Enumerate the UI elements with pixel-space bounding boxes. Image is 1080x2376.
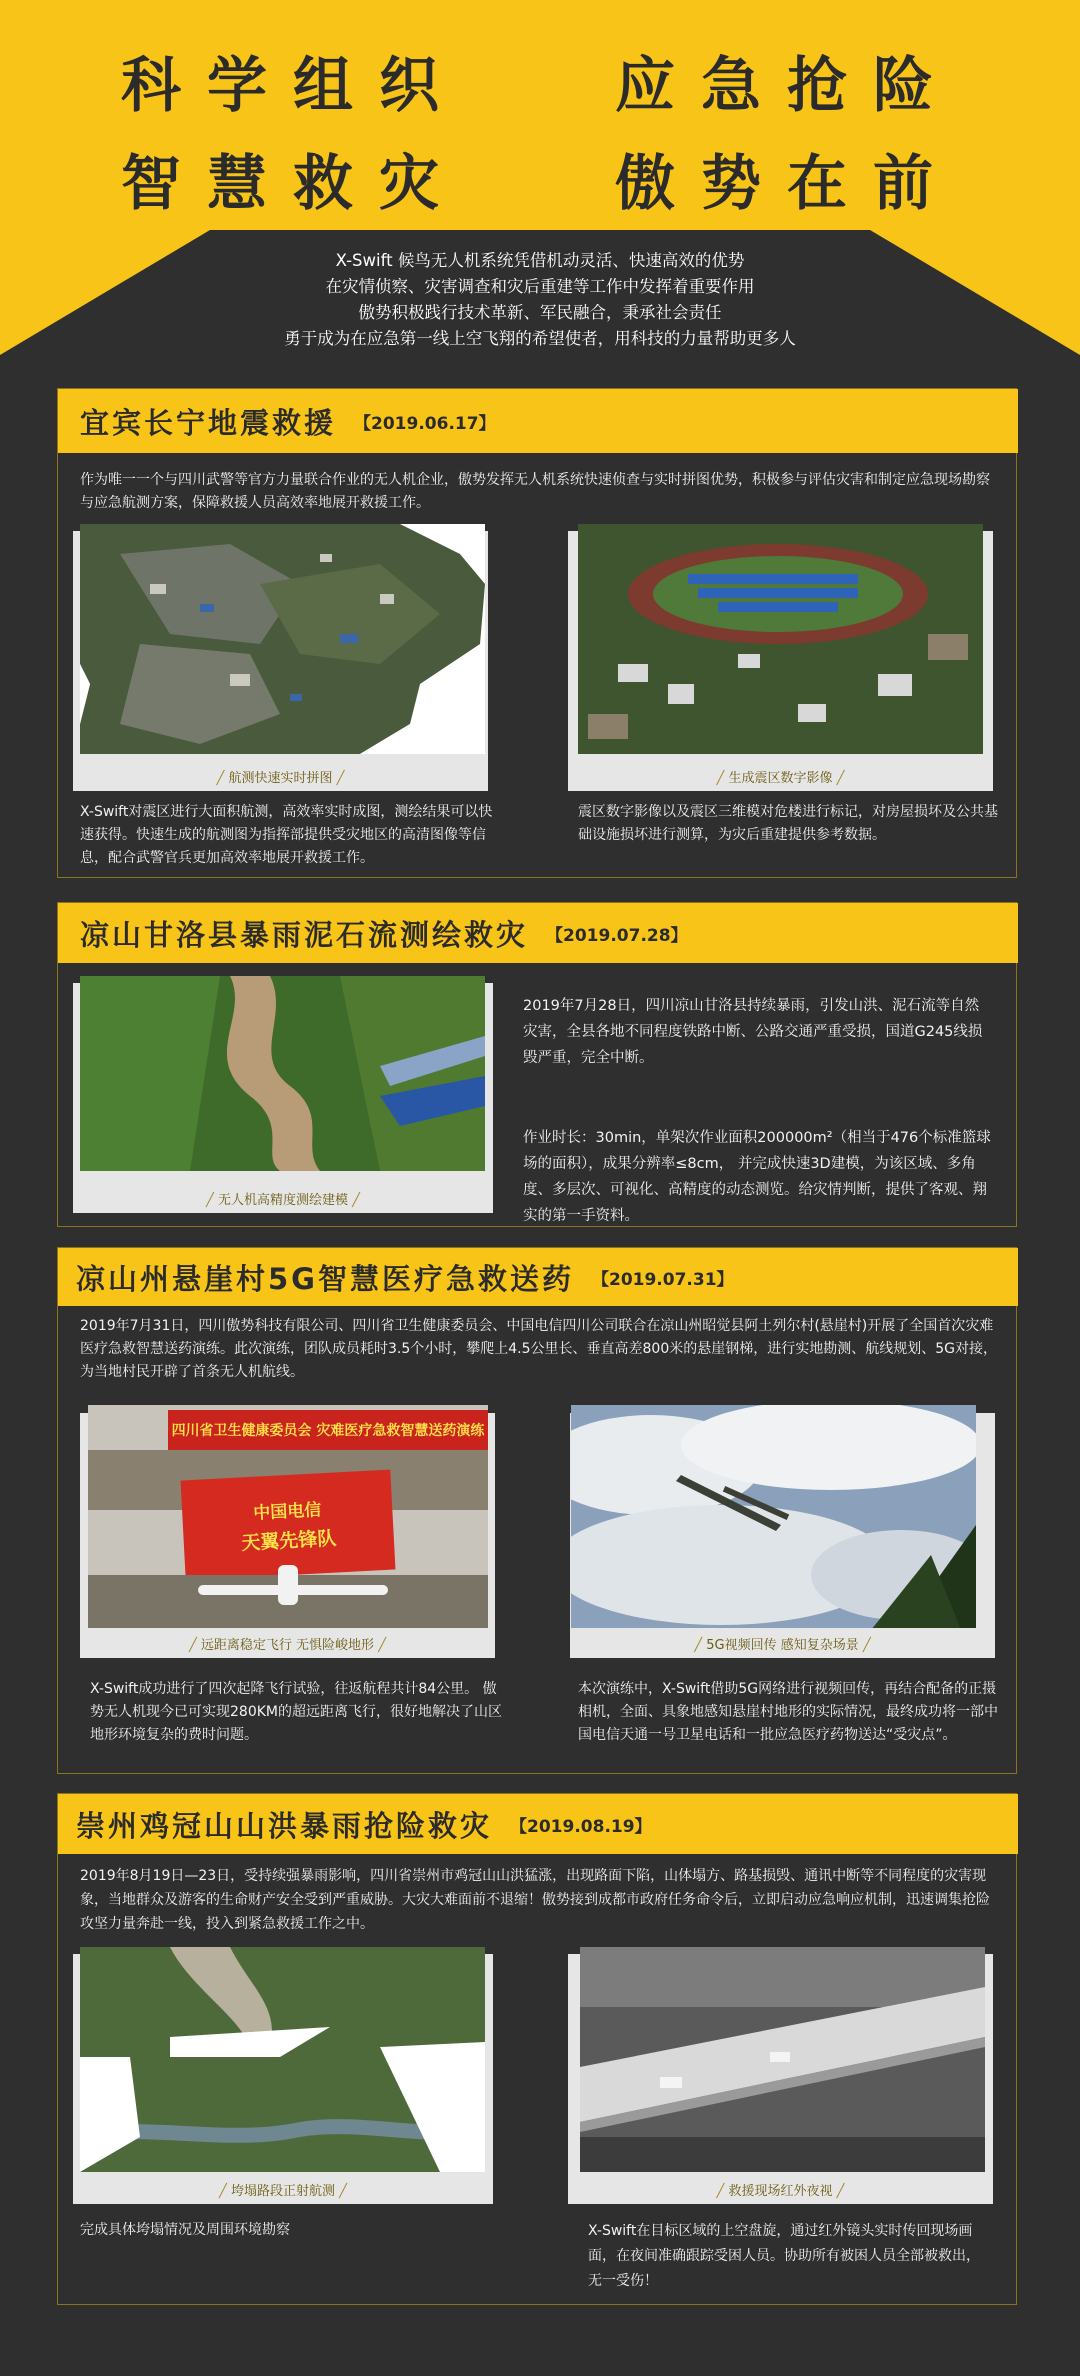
section-text: 2019年7月31日，四川傲势科技有限公司、四川省卫生健康委员会、中国电信四川公司联合在凉山州昭觉县阿土列尔村(悬崖村)开展了全国首次灾难医疗急救智慧送药演练。此次演练，团队成员耗时3.5个小时，攀爬上4.5公里长、垂直高差800米的悬崖钢梯，进行实地勘测、航线规划、5G对接，为当地村民开辟了首条无人机航线。 bbox=[80, 1318, 998, 1380]
team-flag bbox=[181, 1470, 396, 1581]
section-ganluo bbox=[57, 902, 1017, 1227]
photo-caption bbox=[568, 761, 993, 791]
section-title: 宜宾长宁地震救援 bbox=[80, 405, 337, 440]
photo-caption bbox=[73, 2174, 493, 2204]
section-header bbox=[58, 389, 1018, 453]
aerial-mosaic-photo bbox=[80, 524, 485, 754]
photo-description: 完成具体垮塌情况及周围环境勘察 bbox=[80, 2222, 290, 2238]
section-header bbox=[58, 1248, 1018, 1306]
team-photo bbox=[88, 1405, 488, 1630]
section-text: 作业时长：30min，单架次作业面积200000m²（相当于476个标准篮球场的面积），成果分辨率≤8cm， 并完成快速3D建模，为该区域、多角度、多层次、可视化、高精度的动态测览。给灾情判断，提供了客观、翔实的第一手资料。 bbox=[523, 1130, 991, 1224]
intro-line: 傲势积极践行技术革新、军民融合，秉承社会责任 bbox=[358, 303, 722, 322]
hero-title-4: 傲势在前 bbox=[615, 149, 959, 219]
hero-banner bbox=[0, 0, 1080, 230]
intro-line: 勇于成为在应急第一线上空飞翔的希望使者，用科技的力量帮助更多人 bbox=[284, 329, 796, 348]
hero-title-3: 智慧救灾 bbox=[121, 149, 465, 219]
photo-caption bbox=[80, 1628, 495, 1658]
photo-caption-text: ╱ 远距离稳定飞行 无惧险峻地形 ╱ bbox=[189, 1634, 386, 1653]
section-date: 【2019.07.31】 bbox=[591, 1269, 734, 1290]
section-chongzhou bbox=[57, 1793, 1017, 2305]
photo-caption-text: ╱ 无人机高精度测绘建模 ╱ bbox=[206, 1189, 360, 1208]
section-title: 凉山州悬崖村5G智慧医疗急救送药 bbox=[76, 1261, 574, 1296]
flag-text: 中国电信 bbox=[252, 1500, 322, 1524]
photo-caption-text: ╱ 5G视频回传 感知复杂场景 ╱ bbox=[694, 1634, 870, 1653]
section-yibin bbox=[57, 388, 1017, 878]
section-header bbox=[58, 903, 1018, 963]
intro-line: 在灾情侦察、灾害调查和灾后重建等工作中发挥着重要作用 bbox=[325, 277, 755, 296]
photo-description: X-Swift在目标区域的上空盘旋，通过红外镜头实时传回现场画面，在夜间准确跟踪受困人员。协助所有被困人员全部被救出，无一受伤！ bbox=[588, 2223, 980, 2289]
drone-flight-photo bbox=[571, 1405, 976, 1630]
section-title: 崇州鸡冠山山洪暴雨抢险救灾 bbox=[76, 1808, 493, 1843]
section-text: 2019年7月28日，四川凉山甘洛县持续暴雨，引发山洪、泥石流等自然灾害，全县各地不同程度铁路中断、公路交通严重受损，国道G245线损毁严重，完全中断。 bbox=[523, 998, 983, 1066]
photo-description: X-Swift成功进行了四次起降飞行试验，往返航程共计84公里。 傲势无人机现今已可实现280KM的超远距离飞行，很好地解决了山区地形环境复杂的费时问题。 bbox=[90, 1681, 502, 1743]
hero-slope-left bbox=[0, 230, 210, 355]
photo-caption-text: ╱ 垮塌路段正射航测 ╱ bbox=[219, 2180, 347, 2199]
hero-title-1: 科学组织 bbox=[121, 51, 465, 121]
hero-slope-right bbox=[870, 230, 1080, 355]
event-banner: 四川省卫生健康委员会 灾难医疗急救智慧送药演练 bbox=[168, 1410, 488, 1450]
infrared-night-photo bbox=[580, 1947, 985, 2172]
section-date: 【2019.07.28】 bbox=[546, 925, 688, 946]
photo-description: 震区数字影像以及震区三维模对危楼进行标记，对房屋损坏及公共基础设施损坏进行测算，为灾后重建提供参考数据。 bbox=[578, 804, 998, 843]
section-cliff-village bbox=[57, 1247, 1017, 1774]
collapsed-road-photo bbox=[80, 1947, 485, 2172]
section-text: 作为唯一一个与四川武警等官方力量联合作业的无人机企业，傲势发挥无人机系统快速侦查与实时拼图优势，积极参与评估灾害和制定应急现场勘察与应急航测方案，保障救援人员高效率地展开救援工作。 bbox=[80, 472, 990, 511]
intro-text bbox=[200, 248, 880, 352]
flag-text: 天翼先锋队 bbox=[240, 1527, 337, 1555]
hero-title-2: 应急抢险 bbox=[615, 51, 959, 121]
section-title: 凉山甘洛县暴雨泥石流测绘救灾 bbox=[80, 917, 529, 952]
section-date: 【2019.08.19】 bbox=[510, 1816, 652, 1837]
mudslide-model-photo bbox=[80, 976, 485, 1171]
photo-description: X-Swift对震区进行大面积航测，高效率实时成图，测绘结果可以快速获得。快速生成的航测图为指挥部提供受灾地区的高清图像等信息，配合武警官兵更加高效率地展开救援工作。 bbox=[80, 804, 493, 866]
photo-description: 本次演练中，X-Swift借助5G网络进行视频回传，再结合配备的正摄相机，全面、具象地感知悬崖村地形的实际情况，最终成功将一部中国电信天通一号卫星电话和一批应急医疗药物送达“受灾点”。 bbox=[578, 1681, 998, 1743]
photo-caption bbox=[568, 2174, 993, 2204]
photo-caption-text: ╱ 生成震区数字影像 ╱ bbox=[717, 767, 845, 786]
section-header bbox=[58, 1794, 1018, 1854]
photo-caption bbox=[570, 1628, 995, 1658]
photo-caption bbox=[73, 761, 488, 791]
section-date: 【2019.06.17】 bbox=[354, 413, 496, 434]
photo-caption-text: ╱ 救援现场红外夜视 ╱ bbox=[717, 2180, 845, 2199]
intro-line: X-Swift 候鸟无人机系统凭借机动灵活、快速高效的优势 bbox=[335, 251, 745, 270]
photo-caption bbox=[73, 1183, 493, 1213]
section-text: 2019年8月19日—23日，受持续强暴雨影响，四川省崇州市鸡冠山山洪猛涨，出现路面下陷，山体塌方、路基损毁、通讯中断等不同程度的灾害现象，当地群众及游客的生命财产安全受到严重威胁。大灾大难面前不退缩！傲势接到成都市政府任务命令后，立即启动应急响应机制，迅速调集抢险攻坚力量奔赴一线，投入到紧急救援工作之中。 bbox=[80, 1868, 990, 1932]
photo-caption-text: ╱ 航测快速实时拼图 ╱ bbox=[217, 767, 345, 786]
quake-zone-photo bbox=[578, 524, 983, 754]
